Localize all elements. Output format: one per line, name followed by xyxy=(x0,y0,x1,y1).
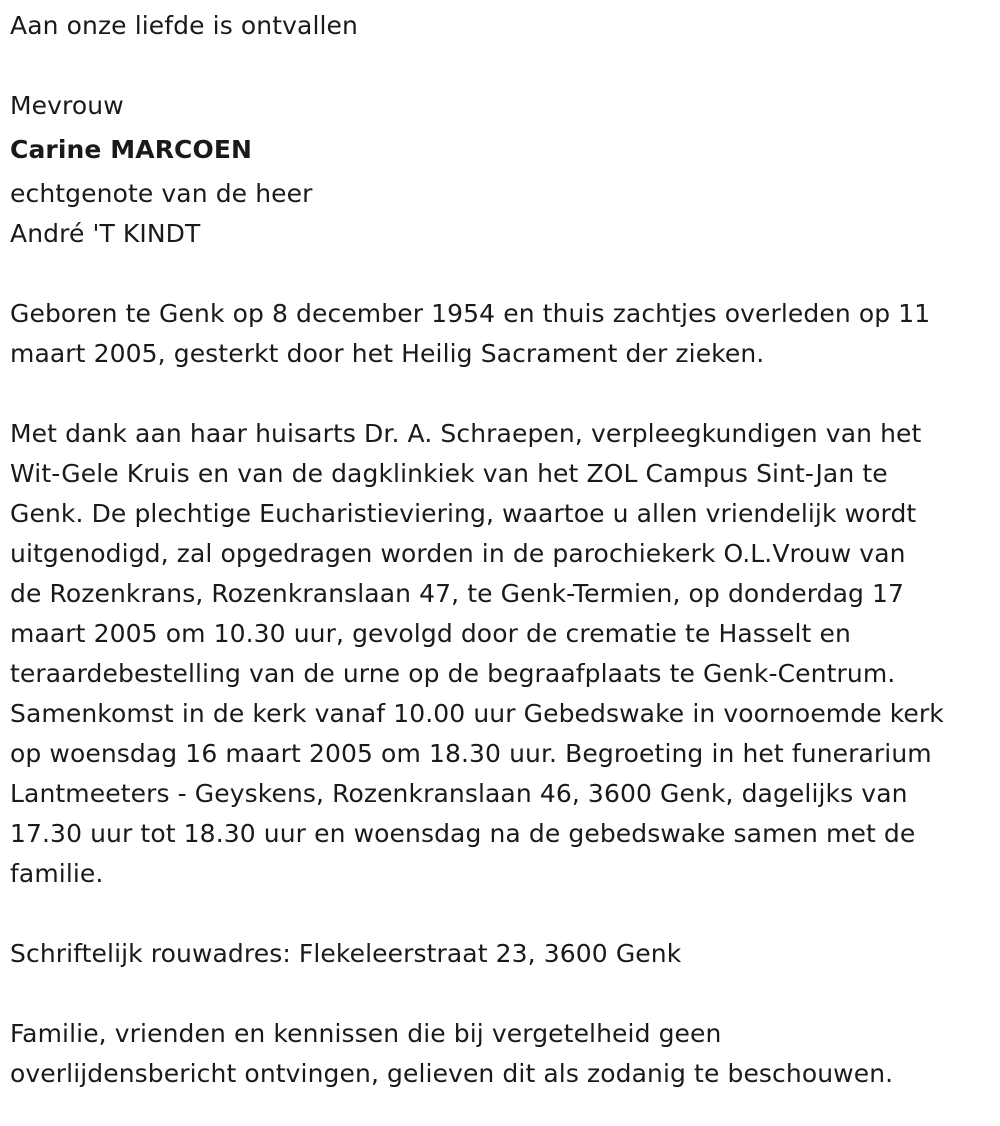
paragraph-line: uitgenodigd, zal opgedragen worden in de parochiekerk O.L.Vrouw van xyxy=(10,539,906,568)
intro-text: Aan onze liefde is ontvallen xyxy=(10,11,358,40)
ceremony-paragraph xyxy=(10,414,992,894)
paragraph-line: maart 2005 om 10.30 uur, gevolgd door de crematie te Hasselt en xyxy=(10,619,851,648)
paragraph-line: overlijdensbericht ontvingen, gelieven dit als zodanig te beschouwen. xyxy=(10,1059,894,1088)
paragraph-line: 17.30 uur tot 18.30 uur en woensdag na de gebedswake samen met de xyxy=(10,819,916,848)
spouse-name: André 'T KINDT xyxy=(10,219,201,248)
paragraph-line: Familie, vrienden en kennissen die bij vergetelheid geen xyxy=(10,1019,722,1048)
paragraph-line: op woensdag 16 maart 2005 om 18.30 uur. Begroeting in het funerarium xyxy=(10,739,932,768)
birth-death-paragraph xyxy=(10,294,992,374)
paragraph-line: maart 2005, gesterkt door het Heilig Sacrament der zieken. xyxy=(10,339,765,368)
paragraph-line: Met dank aan haar huisarts Dr. A. Schraepen, verpleegkundigen van het xyxy=(10,419,922,448)
salutation: Mevrouw xyxy=(10,91,124,120)
paragraph-line: Wit-Gele Kruis en van de dagklinkiek van het ZOL Campus Sint-Jan te xyxy=(10,459,888,488)
paragraph-line: familie. xyxy=(10,859,104,888)
address-paragraph xyxy=(10,934,992,974)
mourning-address: Schriftelijk rouwadres: Flekeleerstraat 23, 3600 Genk xyxy=(10,939,682,968)
paragraph-line: de Rozenkrans, Rozenkranslaan 47, te Genk-Termien, op donderdag 17 xyxy=(10,579,905,608)
paragraph-line: teraardebestelling van de urne op de begraafplaats te Genk-Centrum. xyxy=(10,659,896,688)
paragraph-line: Samenkomst in de kerk vanaf 10.00 uur Gebedswake in voornoemde kerk xyxy=(10,699,944,728)
paragraph-line: Genk. De plechtige Eucharistieviering, waartoe u allen vriendelijk wordt xyxy=(10,499,917,528)
paragraph-line: Lantmeeters - Geyskens, Rozenkranslaan 46, 3600 Genk, dagelijks van xyxy=(10,779,908,808)
obituary-notice xyxy=(10,6,992,1094)
paragraph-line: Geboren te Genk op 8 december 1954 en thuis zachtjes overleden op 11 xyxy=(10,299,931,328)
relation-text: echtgenote van de heer xyxy=(10,179,313,208)
deceased-name: Carine MARCOEN xyxy=(10,135,253,164)
closing-paragraph xyxy=(10,1014,992,1094)
